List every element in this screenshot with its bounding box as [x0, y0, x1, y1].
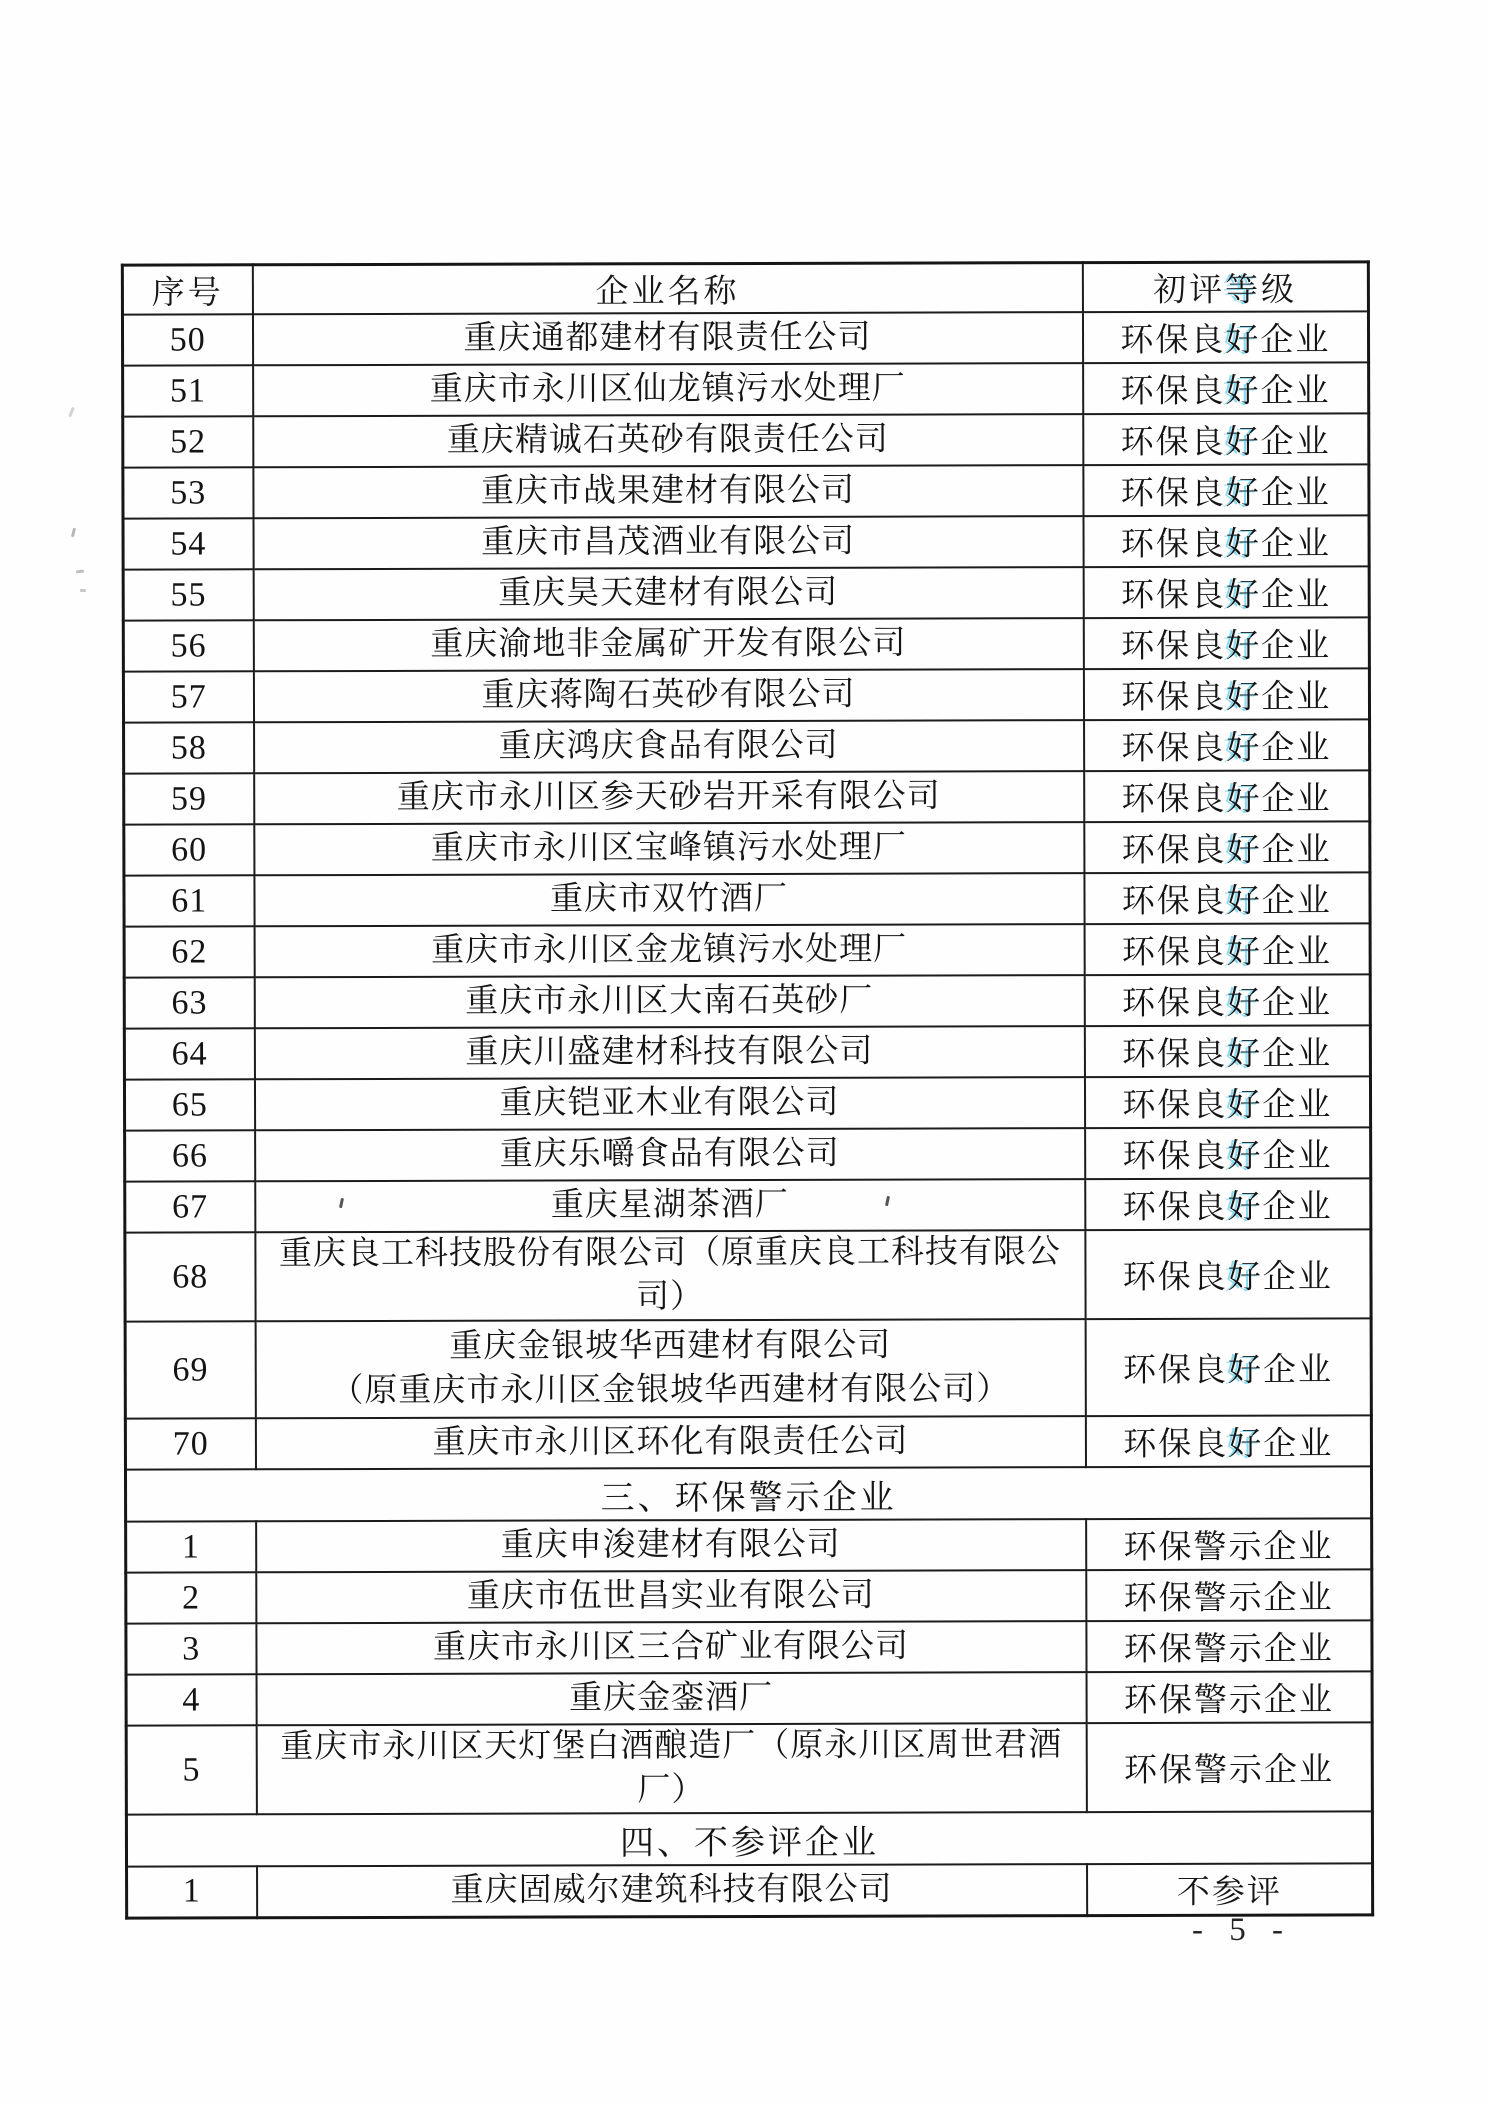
evaluation-grade: 环保良好企业 [1083, 413, 1369, 465]
scan-color-artifact-glyph: 好 [1226, 934, 1262, 971]
row-index: 1 [127, 1866, 257, 1917]
row-index: 61 [124, 875, 254, 926]
table-row [124, 821, 1370, 875]
evaluation-grade: 环保良好企业 [1083, 668, 1369, 720]
scan-color-artifact-glyph: 好 [1226, 679, 1262, 716]
evaluation-grade: 环保良好企业 [1085, 1415, 1371, 1467]
scan-color-artifact-glyph: 好 [1226, 832, 1262, 869]
row-index: 63 [124, 977, 254, 1028]
evaluation-grade: 环保良好企业 [1084, 923, 1370, 975]
evaluation-table [121, 260, 1374, 1919]
evaluation-grade: 环保良好企业 [1085, 1229, 1371, 1319]
table-row [123, 515, 1369, 569]
section-title: 三、环保警示企业 [125, 1466, 1371, 1521]
table-row [123, 362, 1369, 416]
table-row [125, 1318, 1371, 1418]
scan-speck [68, 407, 75, 417]
table-row [124, 974, 1370, 1028]
evaluation-table-wrapper [121, 260, 1371, 1919]
table-row [127, 1864, 1373, 1918]
scan-color-artifact-glyph: 好 [1226, 883, 1262, 920]
row-index: 67 [125, 1181, 255, 1232]
scan-color-artifact-glyph: 好 [1226, 985, 1263, 1022]
company-name: 重庆市永川区天灯堡白酒酿造厂（原永川区周世君酒厂） [256, 1723, 1086, 1814]
row-index: 55 [123, 569, 253, 620]
company-name: 重庆市永川区参天砂岩开采有限公司 [254, 771, 1084, 824]
evaluation-grade: 环保警示企业 [1086, 1671, 1372, 1723]
evaluation-grade: 环保良好企业 [1083, 617, 1369, 669]
evaluation-grade: 环保良好企业 [1083, 464, 1369, 516]
company-name: 重庆渝地非金属矿开发有限公司 [253, 618, 1083, 671]
scan-color-artifact-glyph: 好 [1225, 322, 1261, 359]
table-row [123, 413, 1369, 467]
table-row [125, 1178, 1371, 1232]
table-row [123, 566, 1369, 620]
evaluation-grade: 环保良好企业 [1083, 515, 1369, 567]
row-index: 5 [126, 1725, 256, 1814]
page-number: - 5 - [1192, 1912, 1292, 1948]
table-row [124, 1025, 1370, 1079]
evaluation-grade: 环保良好企业 [1085, 1178, 1371, 1230]
table-row [122, 311, 1368, 365]
company-name: 重庆鸿庆食品有限公司 [254, 720, 1084, 773]
company-name: 重庆通都建材有限责任公司 [252, 312, 1082, 365]
company-name: 重庆铠亚木业有限公司 [254, 1077, 1084, 1130]
row-index: 1 [126, 1521, 256, 1572]
evaluation-grade: 环保良好企业 [1084, 974, 1370, 1026]
scan-color-artifact-glyph: 好 [1227, 1189, 1263, 1226]
evaluation-grade: 环保良好企业 [1084, 821, 1370, 873]
row-index: 54 [123, 518, 253, 569]
evaluation-grade: 环保良好企业 [1084, 770, 1370, 822]
company-name: 重庆市永川区仙龙镇污水处理厂 [253, 363, 1083, 416]
company-name: 重庆金银坡华西建材有限公司 （原重庆市永川区金银坡华西建材有限公司） [255, 1319, 1085, 1418]
table-row [126, 1518, 1372, 1572]
company-name: 重庆申浚建材有限公司 [256, 1519, 1086, 1572]
evaluation-grade: 环保警示企业 [1086, 1722, 1372, 1812]
table-row [126, 1722, 1372, 1814]
evaluation-grade: 环保良好企业 [1084, 719, 1370, 771]
table-row [124, 1076, 1370, 1130]
scan-color-artifact-glyph: 好 [1226, 730, 1262, 767]
table-row [126, 1620, 1372, 1674]
company-name: 重庆市永川区三合矿业有限公司 [256, 1621, 1086, 1674]
company-name: 重庆固威尔建筑科技有限公司 [257, 1864, 1087, 1917]
table-row [123, 617, 1369, 671]
scan-color-artifact-glyph: 等 [1225, 272, 1262, 309]
scan-color-artifact-glyph: 好 [1227, 1036, 1263, 1073]
table-body [122, 311, 1372, 1917]
scan-color-artifact-glyph: 好 [1225, 577, 1262, 614]
company-name: 重庆金銮酒厂 [256, 1672, 1086, 1725]
column-header-company: 企业名称 [252, 263, 1082, 315]
evaluation-grade: 环保良好企业 [1084, 1076, 1370, 1128]
table-row [124, 719, 1370, 773]
table-row [124, 923, 1370, 977]
row-index: 70 [125, 1418, 255, 1469]
table-header [122, 262, 1368, 315]
scan-color-artifact-glyph: 好 [1225, 475, 1261, 512]
row-index: 2 [126, 1572, 256, 1623]
company-name: 重庆精诚石英砂有限责任公司 [253, 414, 1083, 467]
scan-color-artifact-glyph: 好 [1225, 373, 1261, 410]
evaluation-grade: 环保良好企业 [1084, 872, 1370, 924]
row-index: 66 [125, 1130, 255, 1181]
row-index: 57 [123, 671, 253, 722]
scan-color-artifact-glyph: 好 [1227, 1259, 1263, 1296]
evaluation-grade: 环保良好企业 [1082, 311, 1368, 363]
evaluation-grade: 环保警示企业 [1086, 1569, 1372, 1621]
row-index: 68 [125, 1232, 255, 1321]
section-header-row [125, 1466, 1371, 1521]
company-name: 重庆昊天建材有限公司 [253, 567, 1083, 620]
row-index: 58 [124, 722, 254, 773]
evaluation-grade: 环保良好企业 [1083, 566, 1369, 618]
row-index: 64 [124, 1028, 254, 1079]
evaluation-grade: 环保警示企业 [1086, 1620, 1372, 1672]
row-index: 4 [126, 1674, 256, 1725]
scan-color-artifact-glyph: 好 [1225, 526, 1261, 563]
row-index: 52 [123, 416, 253, 467]
table-header-row [122, 262, 1368, 315]
company-name: 重庆星湖茶酒厂 [255, 1179, 1085, 1232]
evaluation-grade: 环保良好企业 [1085, 1127, 1371, 1179]
scan-color-artifact-glyph: 好 [1226, 781, 1262, 818]
table-row [123, 464, 1369, 518]
scan-speck [71, 528, 76, 537]
table-row [125, 1229, 1371, 1321]
row-index: 59 [124, 773, 254, 824]
scan-color-artifact-glyph: 好 [1227, 1352, 1264, 1389]
row-index: 65 [124, 1079, 254, 1130]
company-name: 重庆乐嚼食品有限公司 [255, 1128, 1085, 1181]
evaluation-grade: 环保良好企业 [1083, 362, 1369, 414]
column-header-index: 序号 [122, 265, 252, 315]
row-index: 51 [123, 365, 253, 416]
company-name: 重庆市永川区宝峰镇污水处理厂 [254, 822, 1084, 875]
scan-color-artifact-glyph: 好 [1228, 1426, 1264, 1463]
company-name: 重庆蒋陶石英砂有限公司 [253, 669, 1083, 722]
section-header-row [126, 1812, 1372, 1867]
scan-color-artifact-glyph: 好 [1226, 628, 1262, 665]
company-name: 重庆良工科技股份有限公司（原重庆良工科技有限公司） [255, 1230, 1085, 1321]
row-index: 62 [124, 926, 254, 977]
company-name: 重庆市双竹酒厂 [254, 873, 1084, 926]
row-index: 60 [124, 824, 254, 875]
company-name: 重庆市永川区环化有限责任公司 [255, 1416, 1085, 1469]
evaluation-grade: 环保警示企业 [1086, 1518, 1372, 1570]
scan-speck [76, 569, 84, 573]
row-index: 56 [123, 620, 253, 671]
evaluation-grade: 环保良好企业 [1084, 1025, 1370, 1077]
row-index: 69 [125, 1321, 255, 1418]
company-name: 重庆市战果建材有限公司 [253, 465, 1083, 518]
section-title: 四、不参评企业 [126, 1812, 1372, 1867]
table-row [124, 872, 1370, 926]
row-index: 3 [126, 1623, 256, 1674]
column-header-grade: 初评等级 [1082, 262, 1368, 312]
table-row [123, 668, 1369, 722]
table-row [125, 1415, 1371, 1469]
table-row [126, 1569, 1372, 1623]
scan-speck [80, 589, 86, 592]
scan-color-artifact-glyph: 好 [1227, 1138, 1263, 1175]
table-row [126, 1671, 1372, 1725]
evaluation-grade: 环保良好企业 [1085, 1318, 1371, 1416]
row-index: 53 [123, 467, 253, 518]
company-name: 重庆市永川区金龙镇污水处理厂 [254, 924, 1084, 977]
company-name: 重庆市昌茂酒业有限公司 [253, 516, 1083, 569]
company-name: 重庆川盛建材科技有限公司 [254, 1026, 1084, 1079]
scan-color-artifact-glyph: 好 [1227, 1087, 1263, 1124]
row-index: 50 [122, 314, 252, 365]
company-name: 重庆市永川区大南石英砂厂 [254, 975, 1084, 1028]
company-name: 重庆市伍世昌实业有限公司 [256, 1570, 1086, 1623]
evaluation-grade: 不参评 [1087, 1864, 1373, 1916]
scan-color-artifact-glyph: 好 [1225, 424, 1261, 461]
table-row [124, 770, 1370, 824]
table-row [125, 1127, 1371, 1181]
